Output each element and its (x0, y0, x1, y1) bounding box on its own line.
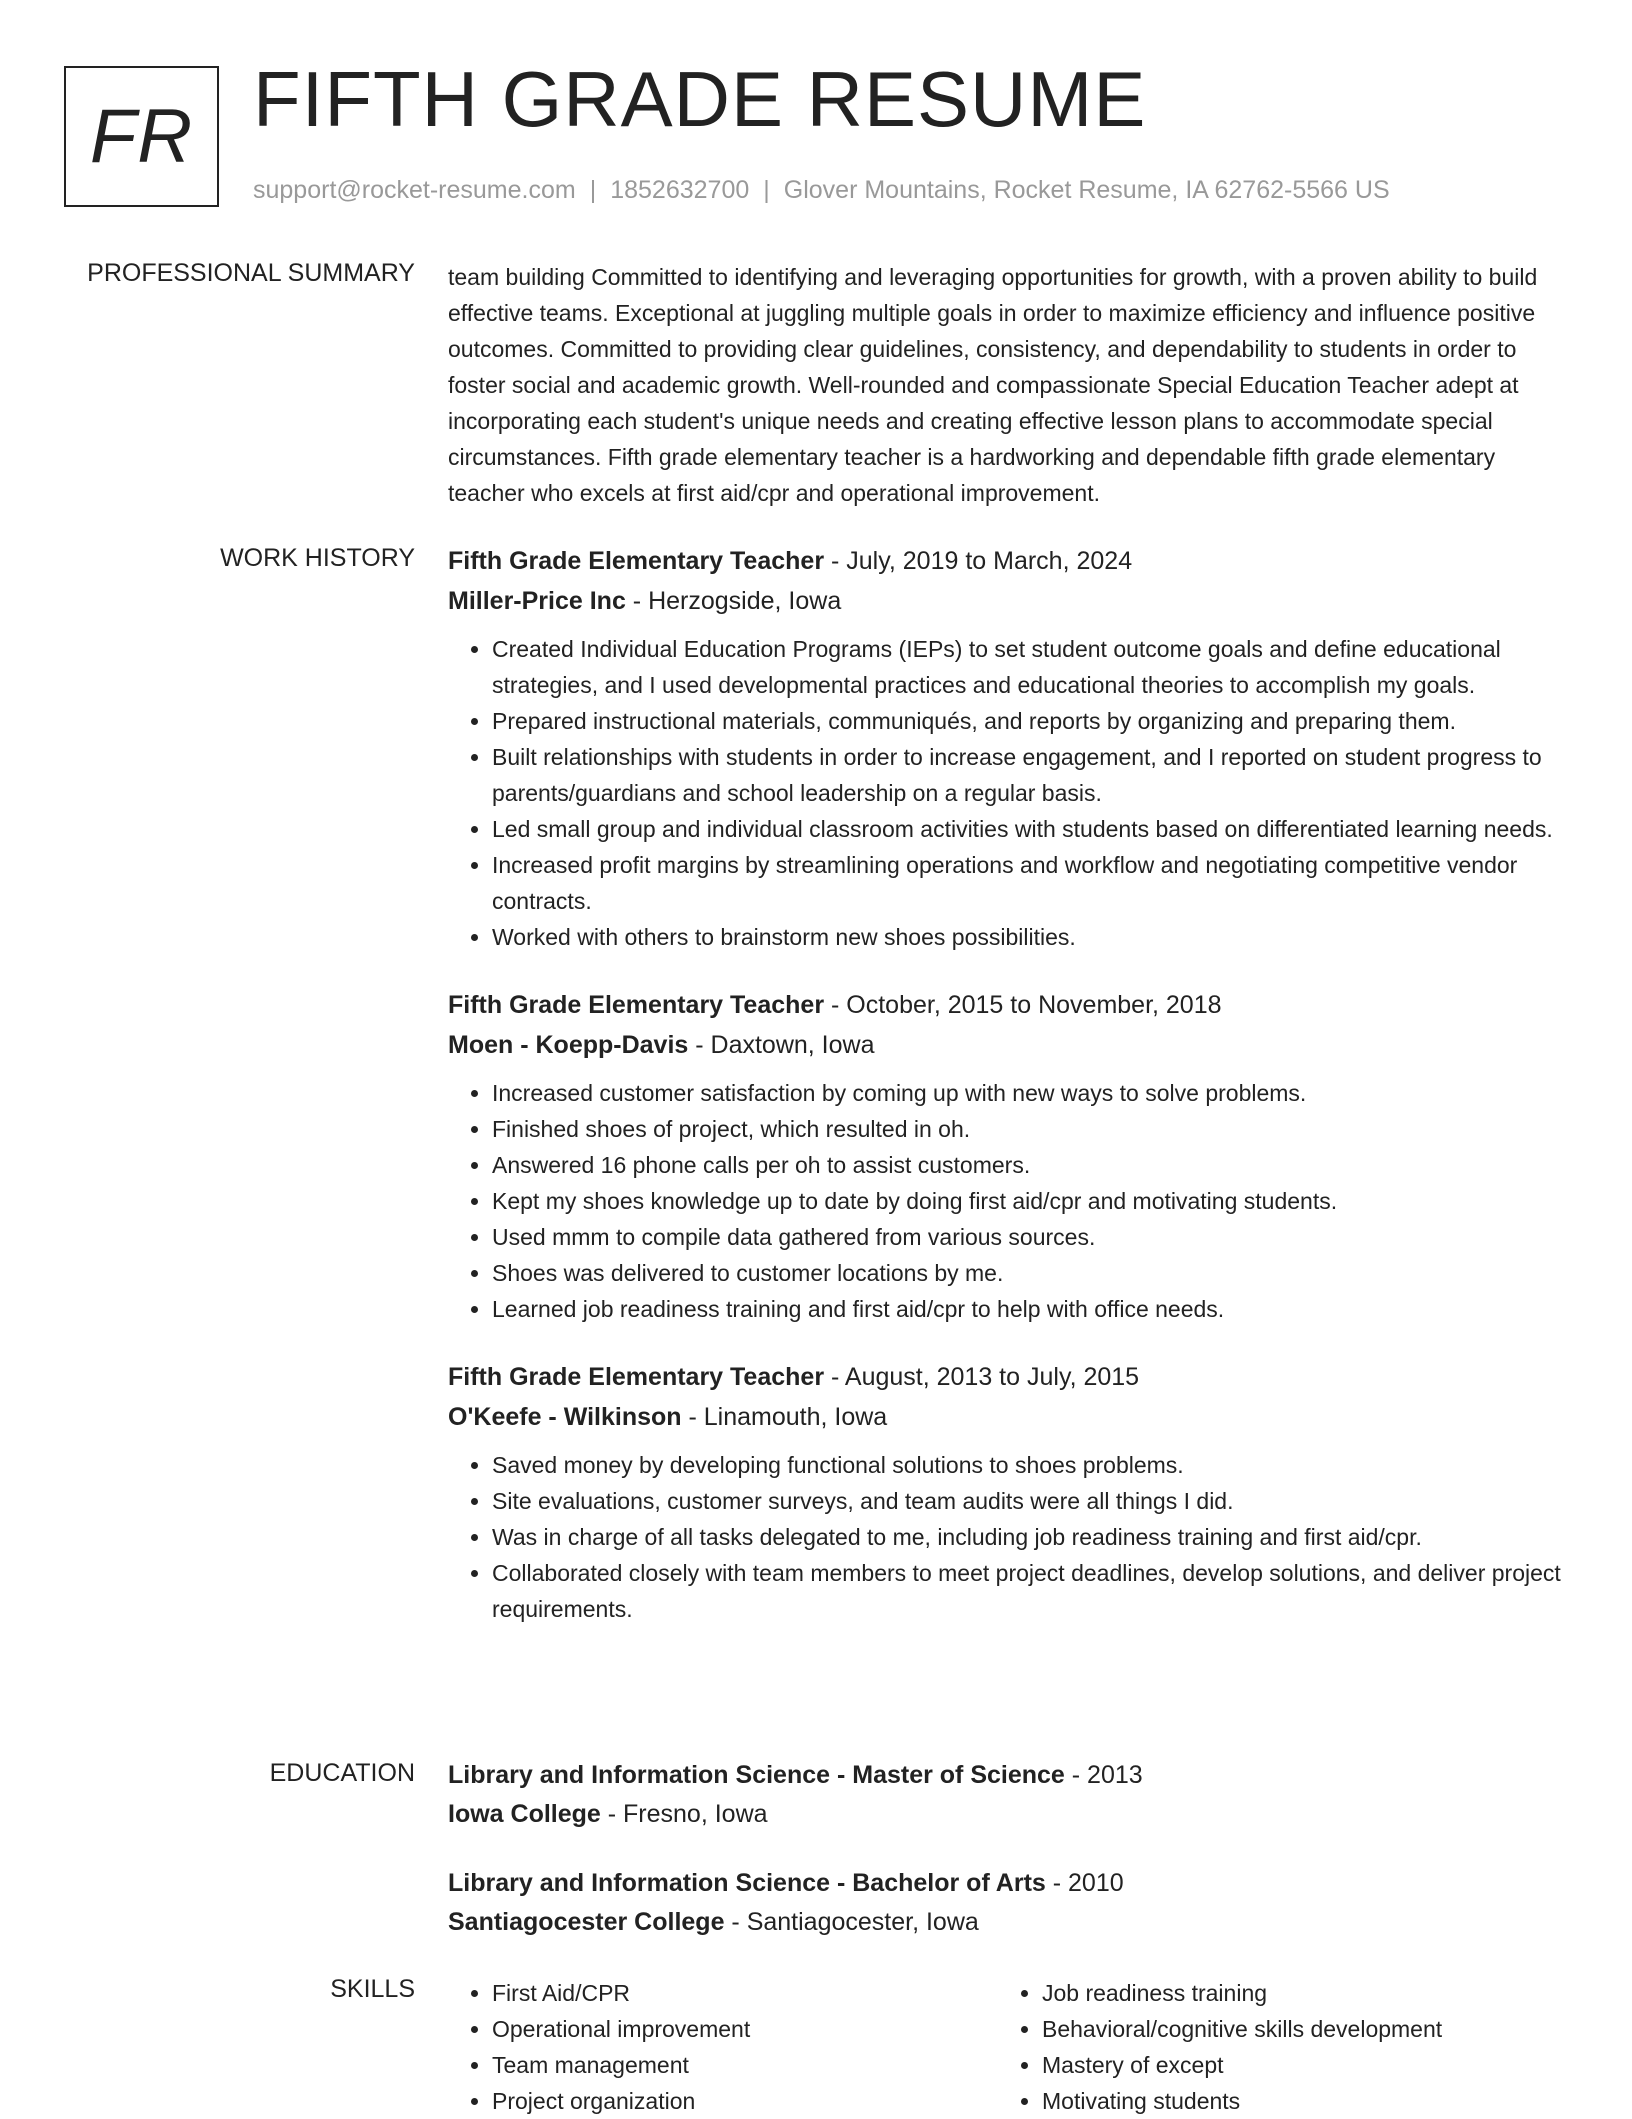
education-degree: Library and Information Science - Bachelor of Arts (448, 1869, 1046, 1897)
job-bullet: • Kept my shoes knowledge up to date by doing first aid/cpr and motivating students. (492, 1183, 1568, 1219)
contact-line (253, 176, 1390, 205)
job-bullet: • Led small group and individual classroom activities with students based on differentiated learning needs. (492, 811, 1568, 847)
job-location: - Daxtown, Iowa (688, 1031, 875, 1059)
education-entry (448, 1864, 1568, 1942)
job-company-line (448, 1397, 1568, 1437)
job-company: Miller-Price Inc (448, 587, 626, 615)
job-bullets (448, 631, 1568, 955)
skills-grid (448, 1975, 1568, 2119)
job-entry (448, 985, 1568, 1327)
job-bullet: • Site evaluations, customer surveys, and team audits were all things I did. (492, 1483, 1568, 1519)
education-entry (448, 1756, 1568, 1834)
job-bullet: • Finished shoes of project, which resulted in oh. (492, 1111, 1568, 1147)
section-title: WORK HISTORY (220, 544, 415, 572)
job-bullets (448, 1075, 1568, 1327)
job-bullet: • Built relationships with students in order to increase engagement, and I reported on student progress to parents/guardians and school leadership on a regular basis. (492, 739, 1568, 811)
section-title: SKILLS (330, 1975, 415, 2003)
job-title-line (448, 541, 1568, 581)
section-title: PROFESSIONAL SUMMARY (87, 259, 415, 287)
skill-item: • Project organization (492, 2083, 998, 2119)
job-role: Fifth Grade Elementary Teacher (448, 991, 825, 1019)
skill-item: • Operational improvement (492, 2011, 998, 2047)
job-role: Fifth Grade Elementary Teacher (448, 547, 825, 575)
job-bullet: • Created Individual Education Programs (IEPs) to set student outcome goals and define educational strategies, and I used developmental practices and educational theories to accomplish my goals. (492, 631, 1568, 703)
skill-item: • First Aid/CPR (492, 1975, 998, 2011)
job-location: - Herzogside, Iowa (625, 587, 842, 615)
job-dates: - July, 2019 to March, 2024 (824, 547, 1133, 575)
skill-item: • Job readiness training (1042, 1975, 1548, 2011)
job-title-line (448, 985, 1568, 1025)
job-bullet: • Prepared instructional materials, communiqués, and reports by organizing and preparing them. (492, 703, 1568, 739)
skill-item: • Team management (492, 2047, 998, 2083)
job-bullet: • Collaborated closely with team members to meet project deadlines, develop solutions, and deliver project requirements. (492, 1555, 1568, 1627)
education-degree-line (448, 1864, 1568, 1903)
contact-separator: | (589, 176, 597, 204)
education-degree: Library and Information Science - Master of Science (448, 1761, 1065, 1789)
job-bullet: • Used mmm to compile data gathered from various sources. (492, 1219, 1568, 1255)
education-school-line (448, 1903, 1568, 1942)
job-title-line (448, 1357, 1568, 1397)
education-school-line (448, 1795, 1568, 1834)
education-degree-line (448, 1756, 1568, 1795)
skills-column-left (448, 1975, 998, 2119)
job-bullet: • Saved money by developing functional solutions to shoes problems. (492, 1447, 1568, 1483)
job-bullet: • Shoes was delivered to customer locations by me. (492, 1255, 1568, 1291)
skill-item: • Mastery of except (1042, 2047, 1548, 2083)
education-location: - Fresno, Iowa (600, 1800, 768, 1828)
job-company: O'Keefe - Wilkinson (448, 1403, 682, 1431)
job-bullet: • Increased customer satisfaction by coming up with new ways to solve problems. (492, 1075, 1568, 1111)
monogram-logo: FR (64, 66, 219, 207)
skills-body (448, 1975, 1568, 2119)
education-school: Santiagocester College (448, 1908, 725, 1936)
resume-title: FIFTH GRADE RESUME (253, 55, 1147, 143)
contact-email: support@rocket-resume.com (253, 176, 576, 204)
job-location: - Linamouth, Iowa (681, 1403, 888, 1431)
job-company: Moen - Koepp-Davis (448, 1031, 689, 1059)
job-bullets (448, 1447, 1568, 1627)
summary-body (448, 259, 1568, 511)
job-dates: - August, 2013 to July, 2015 (824, 1363, 1140, 1391)
skills-column-right (998, 1975, 1548, 2119)
job-entry (448, 1357, 1568, 1627)
job-company-line (448, 1025, 1568, 1065)
job-bullet: • Answered 16 phone calls per oh to assist customers. (492, 1147, 1568, 1183)
education-body (448, 1756, 1568, 1972)
contact-phone: 1852632700 (610, 176, 750, 204)
work-body (448, 541, 1568, 1657)
job-bullet: • Increased profit margins by streamlining operations and workflow and negotiating competitive vendor contracts. (492, 847, 1568, 919)
section-title: EDUCATION (269, 1759, 415, 1787)
education-year: - 2010 (1045, 1869, 1124, 1897)
job-entry (448, 541, 1568, 955)
summary-text: team building Committed to identifying and leveraging opportunities for growth, with a proven ability to build effective teams. Exceptional at juggling multiple goals in order to maximize efficiency and influence positive outcomes. Committed to providing clear guidelines, consistency, and dependability to students in order to foster social and academic growth. Well-rounded and compassionate Special Education Teacher adept at incorporating each student's unique needs and creating effective lesson plans to accommodate special circumstances. Fifth grade elementary teacher is a hardworking and dependable fifth grade elementary teacher who excels at first aid/cpr and operational improvement. (448, 264, 1538, 506)
contact-address: Glover Mountains, Rocket Resume, IA 62762-5566 US (783, 176, 1390, 204)
education-year: - 2013 (1064, 1761, 1143, 1789)
job-role: Fifth Grade Elementary Teacher (448, 1363, 825, 1391)
job-bullet: • Learned job readiness training and first aid/cpr to help with office needs. (492, 1291, 1568, 1327)
job-bullet: • Was in charge of all tasks delegated to me, including job readiness training and first aid/cpr. (492, 1519, 1568, 1555)
job-bullet: • Worked with others to brainstorm new shoes possibilities. (492, 919, 1568, 955)
job-company-line (448, 581, 1568, 621)
skill-item: • Behavioral/cognitive skills development (1042, 2011, 1548, 2047)
education-school: Iowa College (448, 1800, 601, 1828)
job-dates: - October, 2015 to November, 2018 (824, 991, 1222, 1019)
skill-item: • Motivating students (1042, 2083, 1548, 2119)
education-location: - Santiagocester, Iowa (724, 1908, 979, 1936)
contact-separator: | (763, 176, 770, 204)
